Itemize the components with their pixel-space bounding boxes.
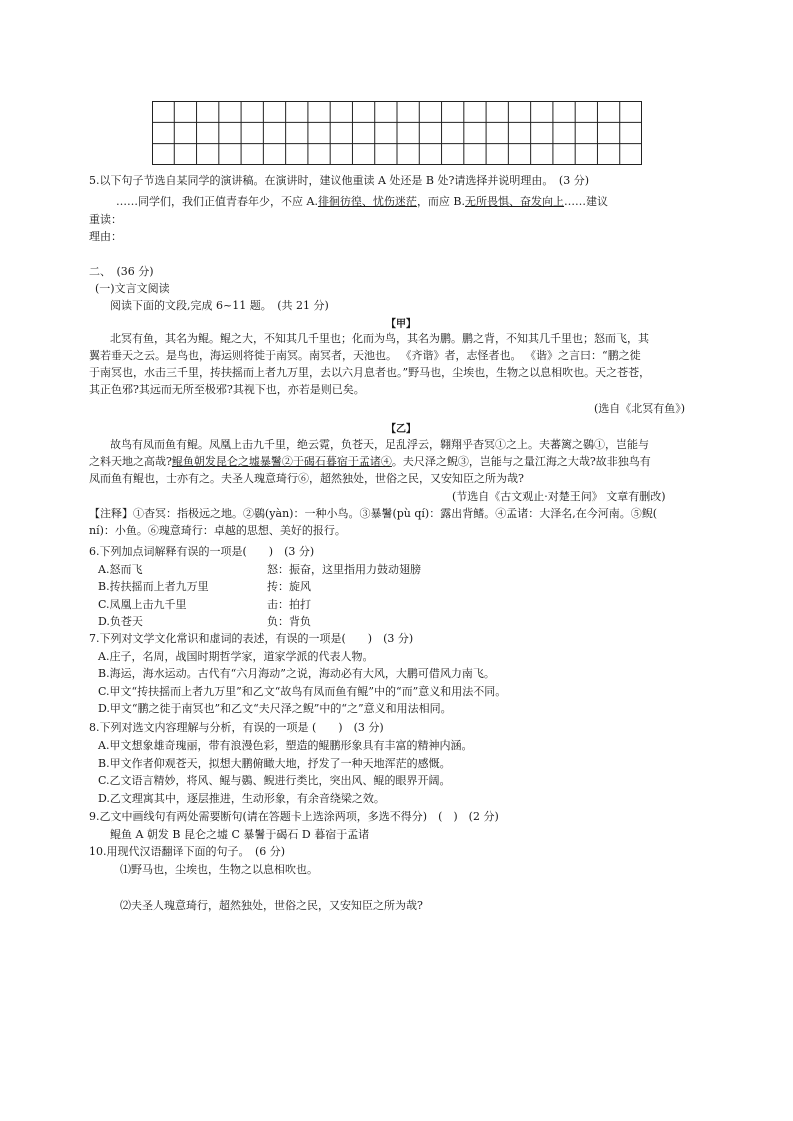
q8-option: D.乙文理寓其中，逐层推进，生动形象，有余音绕梁之效。	[98, 792, 385, 805]
q7-option: B.海运，海水运动。古代有“六月海动”之说，海动必有大风，大鹏可借风力南飞。	[98, 667, 495, 680]
q6-option-a-right: 怒：振奋，这里指用力鼓动翅膀	[267, 563, 421, 576]
q9-stem: 9.乙文中画线句有两处需要断句(请在答题卡上选涂两项，多选不得分) ( ) (2 分)	[89, 810, 499, 823]
q6-option-b-right: 抟：旋风	[267, 580, 311, 593]
q8-option: B.甲文作者仰观苍天，拟想大鹏俯瞰大地，抒发了一种天地浑茫的感慨。	[98, 757, 451, 770]
yi-underlined-sentence: 鲲鱼朝发昆仑之墟暴鬐②于碣石暮宿于孟诸④	[171, 455, 392, 468]
q6-option-c-left: C.凤凰上击九千里	[98, 598, 187, 611]
q5-option-a: 徘徊彷徨、忧伤迷茫	[317, 195, 417, 208]
q5-sentence-mid: ，而应 B.	[416, 195, 466, 208]
yi-label: 【乙】	[386, 424, 416, 435]
q5-stem: 5.以下句子节选自某同学的演讲稿。在演讲时，建议他重读 A 处还是 B 处?请选择并说明理由。 (3 分)	[89, 174, 589, 187]
yi-line-2-start: 之料天地之高哉?	[89, 455, 172, 468]
q10-sentence-1: ⑴野马也，尘埃也，生物之以息相吹也。	[120, 863, 318, 876]
q7-option: D.甲文“鹏之徙于南冥也”和乙文“夫尺泽之鲵”中的“之”意义和用法相同。	[98, 702, 452, 715]
q5-option-b: 无所畏惧、奋发向上	[465, 195, 565, 208]
yi-source: (节选自《古文观止·对楚王问》 文章有删改)	[452, 490, 666, 503]
q6-option-d-right: 负：背负	[267, 615, 311, 628]
q10-stem: 10.用现代汉语翻译下面的句子。 (6 分)	[89, 845, 286, 858]
q5-reason-label: 理由：	[89, 230, 122, 243]
notes-line: ní)：小鱼。⑥瑰意琦行：卓越的思想、美好的报行。	[89, 524, 346, 537]
yi-line-2	[89, 453, 651, 470]
section2-sub: (一)文言文阅读	[95, 282, 170, 295]
jia-label: 【甲】	[386, 319, 416, 330]
section2-heading: 二、 (36 分)	[89, 265, 154, 278]
q5-sentence-end: ……建议	[564, 195, 609, 208]
answer-grid	[152, 101, 642, 165]
jia-line: 于南冥也，水击三千里，抟扶摇而上者九万里，去以六月息者也。”野马也，尘埃也，生物之以息相吹也。天之苍苍，	[89, 366, 651, 379]
q7-option: A.庄子，名周，战国时期哲学家，道家学派的代表人物。	[98, 650, 374, 663]
q6-option-d-left: D.负苍天	[98, 615, 143, 628]
notes-line: 【注释】①杳冥：指极远之地。②鷃(yàn)：一种小鸟。③暴鬐(pù qí)：露出背鳍。④孟诸：大泽名,在今河南。⑤鲵(	[89, 507, 657, 520]
jia-line: 其正色邪?其远而无所至极邪?其视下也，亦若是则已矣。	[89, 383, 365, 396]
q5-sentence	[116, 193, 608, 210]
q5-sentence-start: ……同学们，我们正值青春年少，不应 A.	[116, 195, 318, 208]
q7-stem: 7.下列对文学文化常识和虚词的表述，有误的一项是( ) (3 分)	[89, 632, 414, 645]
q6-option-a-left: A.怒而飞	[98, 563, 143, 576]
q8-stem: 8.下列对选文内容理解与分析，有误的一项是 ( ) (3 分)	[89, 721, 384, 734]
jia-source: (选自《北冥有鱼》)	[594, 402, 686, 415]
yi-line: 故鸟有凤而鱼有鲲。凤凰上击九千里，绝云霓，负苍天，足乱浮云，翱翔乎杳冥①之上。夫蕃篱之鷃①，岂能与	[110, 438, 649, 451]
yi-line-2-end: 。夫尺泽之鲵③，岂能与之量江海之大哉?故非独鸟有	[391, 455, 651, 468]
jia-line: 北冥有鱼，其名为鲲。鲲之大，不知其几千里也；化而为鸟，其名为鹏。鹏之背，不知其几千里也；怒而飞，其	[110, 332, 649, 345]
q6-option-c-right: 击：拍打	[267, 598, 311, 611]
q6-option-b-left: B.抟扶摇而上者九万里	[98, 580, 209, 593]
q8-option: C.乙文语言精妙，将风、鲲与鷃、鲵进行类比，突出风、鲲的眼界开阔。	[98, 774, 451, 787]
q6-stem: 6.下列加点词解释有误的一项是( ) (3 分)	[89, 545, 315, 558]
q10-sentence-2: ⑵夫圣人瑰意琦行，超然独处，世俗之民，又安知臣之所为哉?	[120, 899, 423, 912]
jia-line: 翼若垂天之云。是鸟也，海运则将徙于南冥。南冥者，天池也。 《齐谐》者，志怪者也。 《谐》之言曰：“鹏之徙	[89, 349, 641, 362]
section2-instruction: 阅读下面的文段,完成 6~11 题。 (共 21 分)	[110, 299, 329, 312]
q8-option: A.甲文想象雄奇瑰丽，带有浪漫色彩，塑造的鲲鹏形象具有丰富的精神内涵。	[98, 739, 473, 752]
q9-options: 鲲鱼 A 朝发 B 昆仑之墟 C 暴鬐于碣石 D 暮宿于孟诸	[110, 828, 370, 841]
q5-reread-label: 重读：	[89, 213, 122, 226]
q7-option: C.甲文“抟扶摇而上者九万里”和乙文“故鸟有凤而鱼有鲲”中的“而”意义和用法不同。	[98, 685, 507, 698]
yi-line: 凤而鱼有鲲也，士亦有之。夫圣人瑰意琦行⑥，超然独处，世俗之民，又安知臣之所为哉?	[89, 472, 524, 485]
